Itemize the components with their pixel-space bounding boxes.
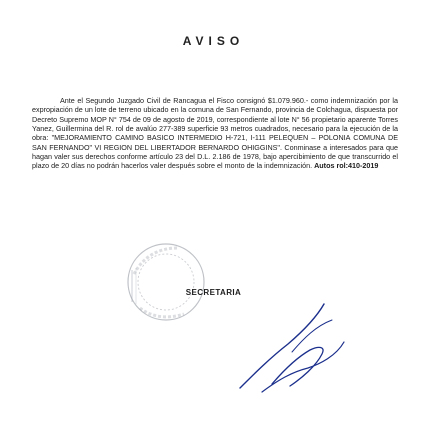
- notice-title: AVISO: [182, 34, 245, 48]
- court-seal-stamp: [118, 234, 214, 330]
- notice-paragraph: Ante el Segundo Juzgado Civil de Rancagua el Fisco consignó $1.079.960.- como indemnización por la expropiación de un lote de terreno ubicado en la comuna de San Fernando, provincia de Colchagua, dispuesta por Decreto Supremo MOP N° 754 de 09 de agosto de 2019, correspondiente al lote N° 56 propietario aparente Torres Yanez, Guillermina del R. rol de avalúo 277-389 superficie 93 metros cuadrados, necesario para la ejecución de la obra: "MEJORAMIENTO CAMINO BASICO INTERMEDIO H-721, I-111 PELEQUEN – POLONIA COMUNA DE SAN FERNANDO" VI REGION DEL LIBERTADOR BERNARDO OHIGGINS". Conminase a interesados para que hagan valer sus derechos conforme artículo 23 del D.L. 2.186 de 1978, bajo apercibimiento de que transcurrido el plazo de 20 días no podrán hacerlos valer después sobre el monto de la indemnización.: [32, 96, 398, 171]
- notice-body: [32, 96, 398, 171]
- handwritten-signature: [232, 292, 352, 400]
- case-reference: Autos rol:410-2019: [314, 161, 379, 171]
- signer-title: SECRETARIA: [185, 288, 242, 297]
